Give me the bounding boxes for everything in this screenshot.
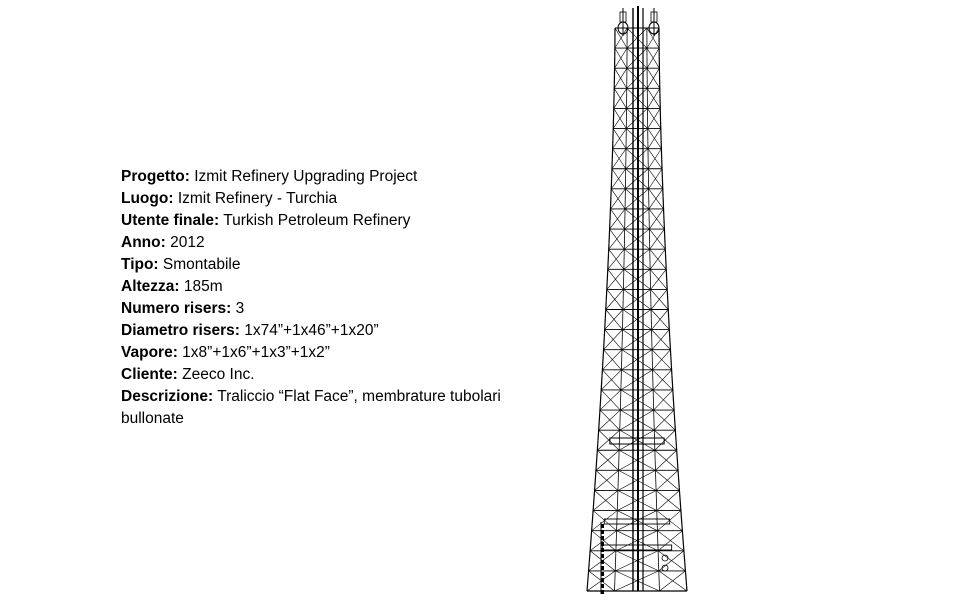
tower-leg — [604, 338, 605, 347]
spec-row-steam — [121, 342, 541, 364]
tower-leg — [593, 507, 594, 516]
tower-leg — [676, 441, 677, 450]
tower-leg — [600, 394, 601, 403]
spec-label: Descrizione: — [121, 388, 214, 405]
project-specs — [121, 166, 541, 430]
tower-leg — [670, 347, 671, 356]
tower-leg — [674, 403, 675, 412]
spec-row-riser-diameter — [121, 320, 541, 342]
tower-leg — [681, 516, 682, 525]
spec-label: Luogo: — [121, 190, 174, 207]
spec-label: Progetto: — [121, 168, 190, 185]
spec-label: Cliente: — [121, 366, 178, 383]
tower-leg — [591, 525, 592, 534]
tower-leg — [682, 525, 683, 534]
tower-leg — [683, 544, 684, 553]
spec-label: Altezza: — [121, 278, 180, 295]
tower-leg — [681, 507, 682, 516]
spec-value: Zeeco Inc. — [182, 366, 255, 383]
tower-leg — [686, 582, 687, 591]
tower-leg — [592, 516, 593, 525]
spec-value: 1x8”+1x6”+1x3”+1x2” — [182, 344, 330, 361]
tower-leg — [675, 431, 676, 440]
tower-leg — [602, 375, 603, 384]
spec-row-location — [121, 188, 541, 210]
spec-row-type — [121, 254, 541, 276]
tower-leg — [601, 385, 602, 394]
spec-label: Diametro risers: — [121, 322, 240, 339]
spec-value: Izmit Refinery - Turchia — [177, 190, 338, 207]
spec-row-end-user — [121, 210, 541, 232]
tower-leg — [596, 460, 597, 469]
spec-value: 3 — [235, 300, 245, 317]
spec-row-riser-count — [121, 298, 541, 320]
spec-row-height — [121, 276, 541, 298]
spec-label: Anno: — [121, 234, 166, 251]
spec-value: Turkish Petroleum Refinery — [223, 212, 411, 229]
spec-row-year — [121, 232, 541, 254]
tower-leg — [686, 572, 687, 581]
tower-leg — [672, 385, 673, 394]
tower-leg — [679, 478, 680, 487]
tower-leg — [671, 366, 672, 375]
tower-leg — [588, 572, 589, 581]
tower-leg — [605, 319, 606, 328]
spec-row-client — [121, 364, 541, 386]
tower-leg — [589, 553, 590, 562]
tower-leg — [680, 497, 681, 506]
spec-label: Numero risers: — [121, 300, 232, 317]
spec-row-description — [121, 386, 541, 430]
spec-value: 1x74”+1x46”+1x20” — [244, 322, 379, 339]
tower-leg — [672, 375, 673, 384]
tower-leg — [677, 460, 678, 469]
flare-tower-svg — [585, 6, 705, 596]
tower-leg — [684, 553, 685, 562]
spec-value: 2012 — [170, 234, 205, 251]
spec-value: Smontabile — [162, 256, 241, 273]
tower-leg — [679, 488, 680, 497]
spec-row-project — [121, 166, 541, 188]
tower-leg — [670, 338, 671, 347]
tower-leg — [673, 394, 674, 403]
spec-value: Traliccio “Flat Face”, membrature tubolari bullonate — [121, 388, 501, 427]
tower-leg — [603, 356, 604, 365]
tower-leg — [669, 319, 670, 328]
spec-value: 185m — [183, 278, 223, 295]
flare-tower-drawing — [585, 6, 705, 596]
tower-leg — [674, 413, 675, 422]
tower-leg — [597, 441, 598, 450]
tower-leg — [602, 366, 603, 375]
tower-leg — [595, 478, 596, 487]
spec-label: Utente finale: — [121, 212, 220, 229]
tower-leg — [598, 431, 599, 440]
tower-leg — [590, 544, 591, 553]
tower-leg — [591, 535, 592, 544]
tower-leg — [597, 450, 598, 459]
tower-leg — [599, 413, 600, 422]
tower-leg — [677, 450, 678, 459]
tower-leg — [587, 582, 588, 591]
tower-leg — [594, 488, 595, 497]
tower-leg — [603, 347, 604, 356]
tower-leg — [683, 535, 684, 544]
tower-leg — [671, 356, 672, 365]
spec-label: Vapore: — [121, 344, 178, 361]
spec-value: Izmit Refinery Upgrading Project — [194, 168, 418, 185]
tower-leg — [600, 403, 601, 412]
spec-label: Tipo: — [121, 256, 159, 273]
tower-leg — [593, 497, 594, 506]
